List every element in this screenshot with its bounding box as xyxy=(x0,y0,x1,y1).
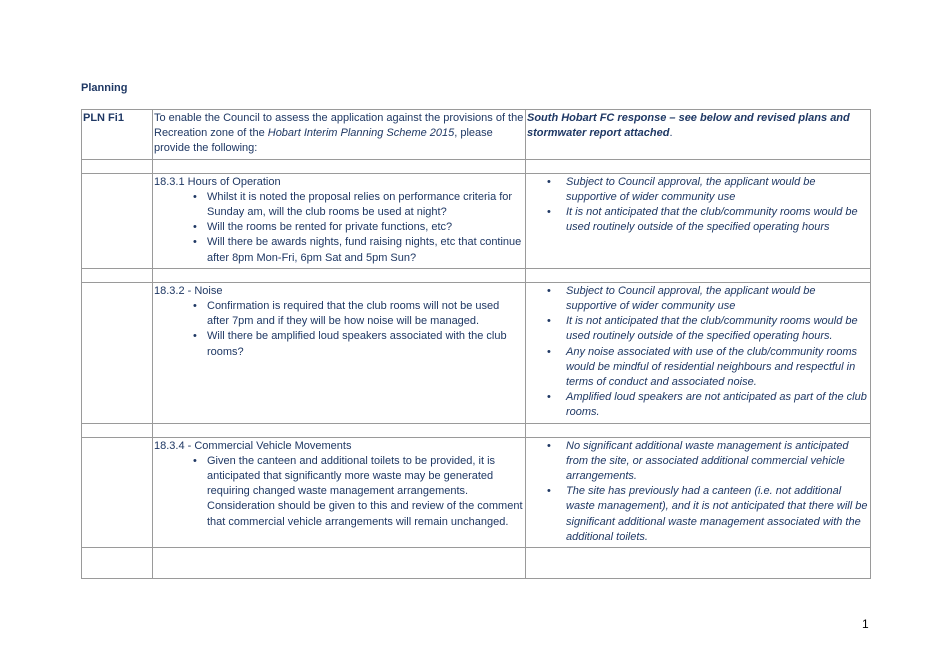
council-questions xyxy=(153,173,526,268)
applicant-response xyxy=(526,110,871,160)
answer-item: • It is not anticipated that the club/community rooms would be used routinely outside of the specified operating hours xyxy=(527,205,869,235)
table-row-section-3 xyxy=(82,437,871,547)
question-item: • Will there be amplified loud speakers associated with the club rooms? xyxy=(154,329,524,359)
section-title: 18.3.4 - Commercial Vehicle Movements xyxy=(154,439,352,452)
applicant-answers xyxy=(526,173,871,268)
applicant-answers xyxy=(526,437,871,547)
scheme-name: Hobart Interim Planning Scheme 2015 xyxy=(267,127,455,140)
response-title: South Hobart FC response – see below and revised plans and stormwater report attached xyxy=(527,112,850,140)
answer-item: • It is not anticipated that the club/community rooms would be used routinely outside of the specified operating hours. xyxy=(527,314,869,344)
spacer-row xyxy=(82,548,871,579)
answer-item: • No significant additional waste management is anticipated from the site, or associated additional commercial vehicle arrangements. xyxy=(527,439,869,485)
table-row-request xyxy=(82,110,871,160)
table-row-section-2 xyxy=(82,282,871,423)
question-item: • Will there be awards nights, fund raising nights, etc that continue after 8pm Mon-Fri, 6pm Sat and 5pm Sun? xyxy=(154,235,524,265)
question-item: • Will the rooms be rented for private functions, etc? xyxy=(154,220,524,235)
section-title: 18.3.1 Hours of Operation xyxy=(154,175,281,188)
item-id: PLN Fi1 xyxy=(82,110,153,160)
applicant-answers xyxy=(526,282,871,423)
page-number: 1 xyxy=(862,617,869,631)
answer-item: • Amplified loud speakers are not anticipated as part of the club rooms. xyxy=(527,390,869,420)
answer-item: • Subject to Council approval, the applicant would be supportive of wider community use xyxy=(527,175,869,205)
planning-table xyxy=(81,109,871,579)
council-questions xyxy=(153,437,526,547)
spacer-row xyxy=(82,159,871,173)
id-cell xyxy=(82,282,153,423)
question-item: • Confirmation is required that the club rooms will not be used after 7pm and if they will be how noise will be managed. xyxy=(154,299,524,329)
answer-item: • Any noise associated with use of the club/community rooms would be mindful of residential neighbours and respectful in terms of conduct and associated noise. xyxy=(527,345,869,391)
table-row-section-1 xyxy=(82,173,871,268)
id-cell xyxy=(82,173,153,268)
answer-item: • Subject to Council approval, the applicant would be supportive of wider community use xyxy=(527,284,869,314)
question-item: • Whilst it is noted the proposal relies on performance criteria for Sunday am, will the club rooms be used at night? xyxy=(154,190,524,220)
request-text-start: To enable the Council to assess the application against the provisions of the Recreation zone of the xyxy=(154,112,524,140)
council-questions xyxy=(153,282,526,423)
spacer-row xyxy=(82,268,871,282)
question-item: • Given the canteen and additional toilets to be provided, it is anticipated that significantly more waste may be generated requiring changed waste management arrangements. Consideration should be given to this and review of the comment that commercial vehicle arrangements will remain unchanged. xyxy=(154,454,524,530)
response-end: . xyxy=(669,127,673,140)
section-heading: Planning xyxy=(81,82,128,94)
request-text-end: , please provide the following: xyxy=(154,127,493,155)
answer-item: • The site has previously had a canteen (i.e. not additional waste management), and it is not anticipated that there will be significant additional waste management associated with the additional toilets. xyxy=(527,484,869,545)
id-cell xyxy=(82,437,153,547)
council-request xyxy=(153,110,526,160)
spacer-row xyxy=(82,423,871,437)
section-title: 18.3.2 - Noise xyxy=(154,284,223,297)
